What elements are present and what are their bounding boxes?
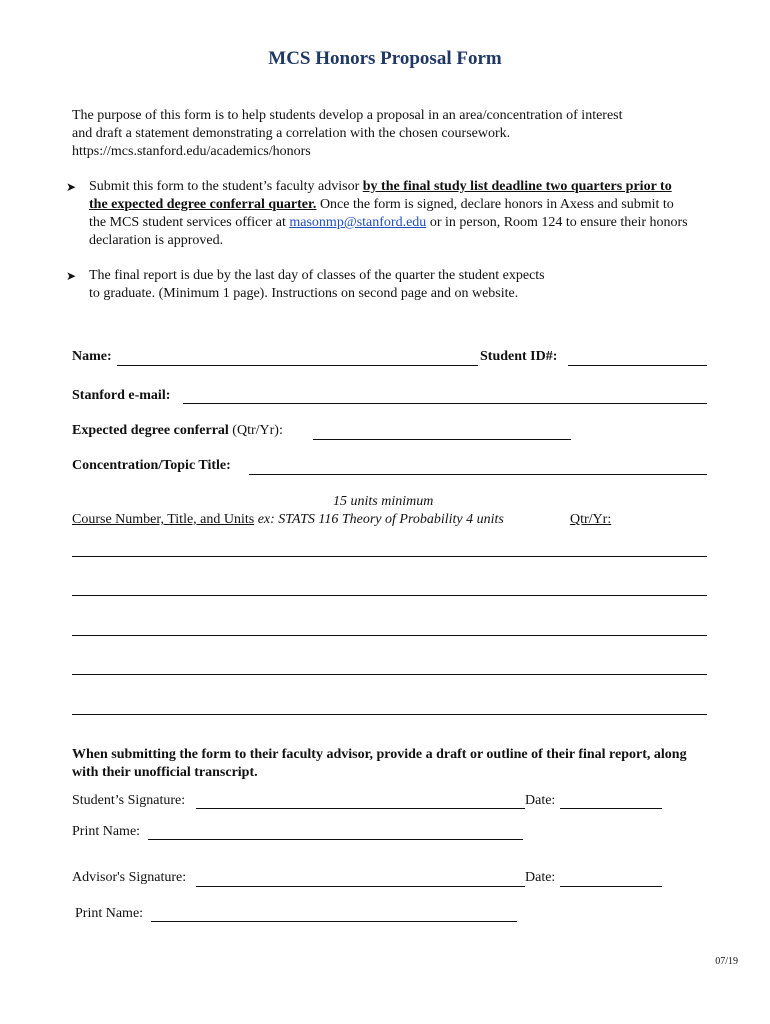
student-print-name-field[interactable] [148,839,523,840]
email-link[interactable]: masonmp@stanford.edu [289,215,427,230]
advisor-signature-label: Advisor's Signature: [72,870,187,885]
bullet-submit-pre: Submit this form to the student’s faculty advisor [89,179,363,194]
student-id-field[interactable] [568,365,707,366]
deadline-emphasis: by the final study list deadline two quarters prior to the expected degree conferral quarter. [89,179,672,212]
intro-line-2: and draft a statement demonstrating a correlation with the chosen coursework. [72,126,511,141]
course-line-4[interactable] [72,674,707,675]
revision-date: 07/19 [715,956,738,967]
conferral-field[interactable] [313,439,571,440]
email-label: Stanford e-mail: [72,388,171,403]
course-line-2[interactable] [72,595,707,596]
student-date-field[interactable] [560,808,662,809]
advisor-date-label: Date: [525,870,556,885]
bullet-final-report [66,267,690,303]
submission-note: When submitting the form to their faculty advisor, provide a draft or outline of their final report, along with their unofficial transcript. [72,747,687,780]
units-note: 15 units minimum [333,494,434,509]
conferral-label-group [72,423,283,439]
course-example: ex: STATS 116 Theory of Probability 4 units [257,512,504,527]
student-signature-label: Student’s Signature: [72,793,186,808]
email-field[interactable] [183,403,707,404]
student-signature-field[interactable] [196,808,525,809]
course-line-3[interactable] [72,635,707,636]
arrow-bullet-icon: ➤ [66,180,77,194]
arrow-bullet-icon: ➤ [66,269,77,283]
student-date-label: Date: [525,793,556,808]
bullet-submit-mid: Once the form is signed, declare honors in Axess and submit to the MCS student services officer at [89,197,674,230]
intro-paragraph [72,107,692,161]
conferral-label: Expected degree conferral [72,423,229,438]
conferral-hint: (Qtr/Yr): [232,423,283,438]
name-label: Name: [72,349,112,364]
course-line-1[interactable] [72,556,707,557]
qtr-header: Qtr/Yr: [570,512,612,527]
student-id-label: Student ID#: [480,349,558,364]
bullet-submit-post: or in person, Room 124 to ensure their honors declaration is approved. [89,215,688,248]
advisor-signature-field[interactable] [196,886,525,887]
course-line-5[interactable] [72,714,707,715]
form-title: MCS Honors Proposal Form [268,48,502,69]
course-header [72,512,504,528]
concentration-label: Concentration/Topic Title: [72,458,231,473]
concentration-field[interactable] [249,474,707,475]
advisor-print-name-field[interactable] [151,921,517,922]
student-print-name-label: Print Name: [72,824,141,839]
intro-line-1: The purpose of this form is to help students develop a proposal in an area/concentration of interest [72,108,623,123]
name-field[interactable] [117,365,478,366]
advisor-print-name-label: Print Name: [75,906,144,921]
course-header-label: Course Number, Title, and Units [72,512,255,527]
advisor-date-field[interactable] [560,886,662,887]
intro-url: https://mcs.stanford.edu/academics/honors [72,144,311,159]
final-report-text: The final report is due by the last day of classes of the quarter the student expects to graduate. (Minimum 1 page). Instructions on second page and on website. [89,268,545,301]
bullet-submit [66,178,690,250]
